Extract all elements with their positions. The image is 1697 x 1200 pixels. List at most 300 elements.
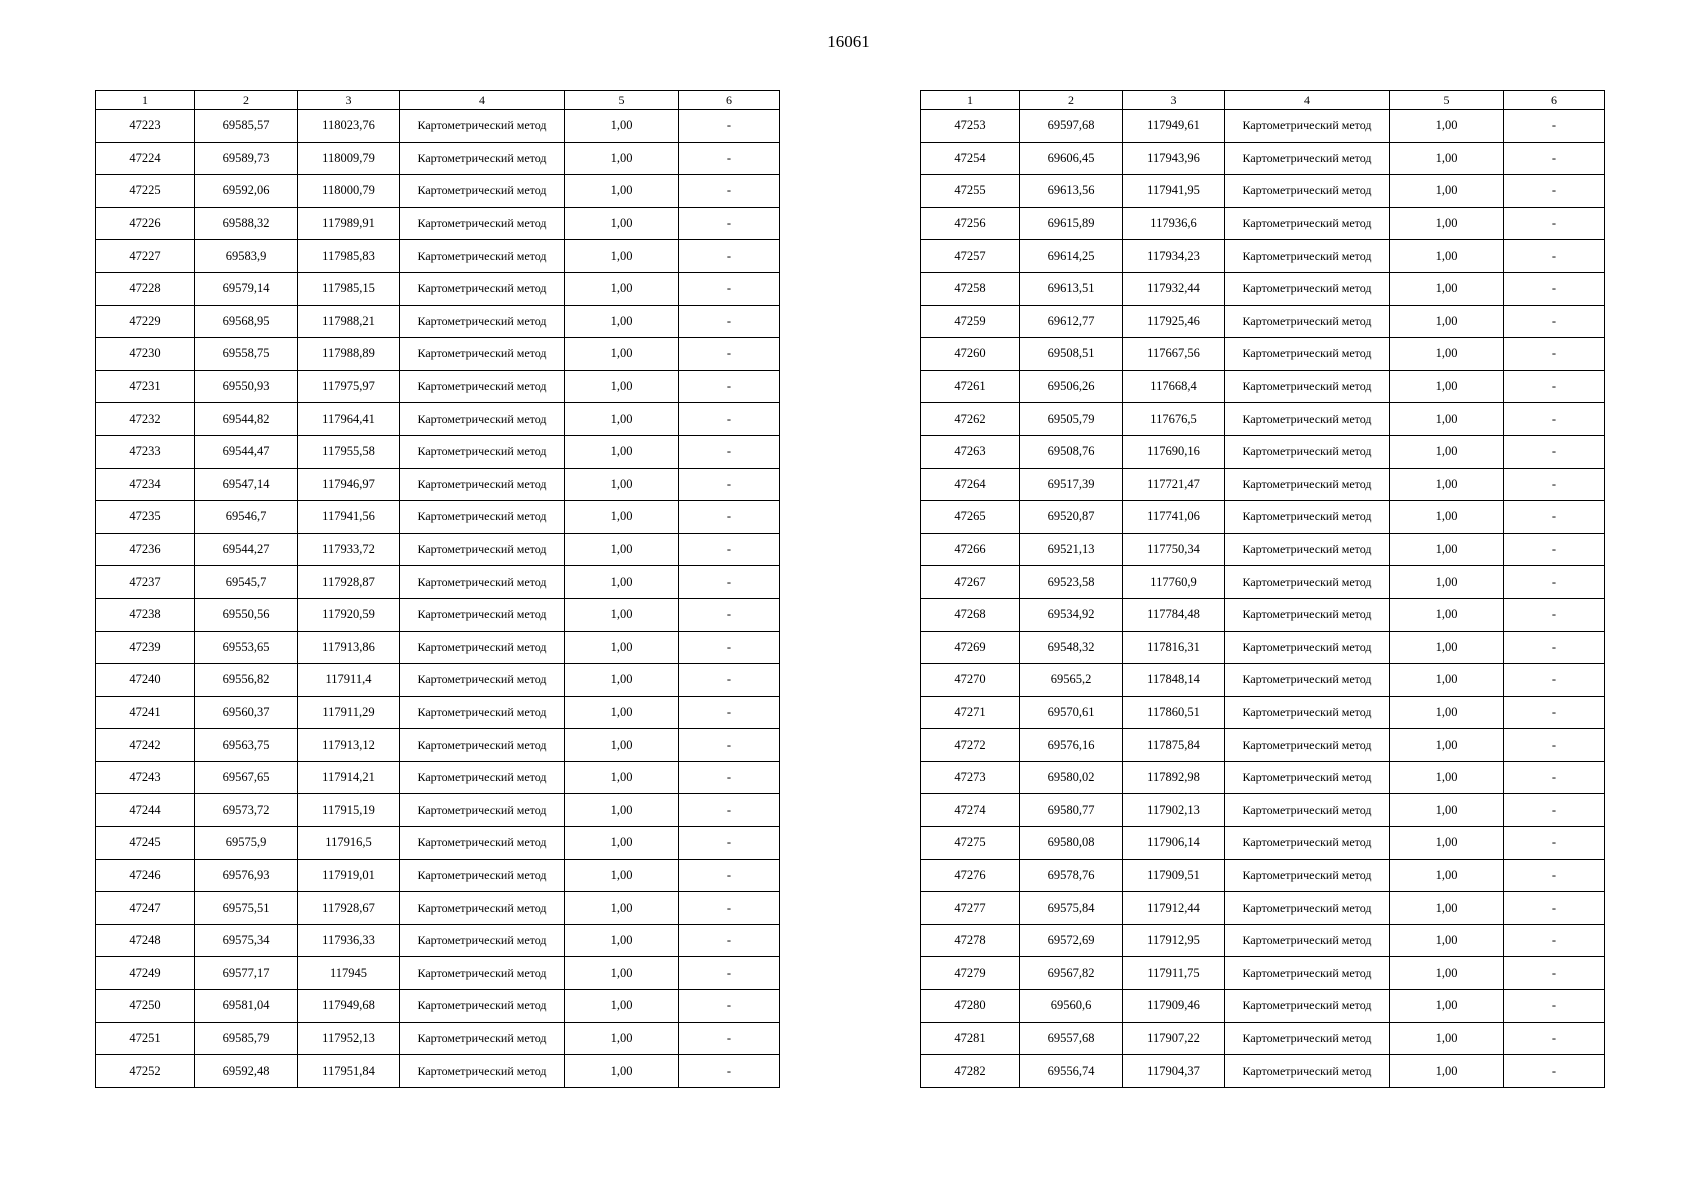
- point-number-cell: 47264: [921, 468, 1020, 501]
- accuracy-cell: 1,00: [565, 598, 679, 631]
- description-cell: -: [679, 892, 780, 925]
- description-cell: -: [1504, 240, 1605, 273]
- accuracy-cell: 1,00: [565, 892, 679, 925]
- y-coordinate-cell: 117955,58: [298, 435, 400, 468]
- description-cell: -: [1504, 598, 1605, 631]
- point-number-cell: 47227: [96, 240, 195, 273]
- point-number-cell: 47226: [96, 207, 195, 240]
- description-cell: -: [1504, 501, 1605, 534]
- table-row: [96, 696, 780, 729]
- accuracy-cell: 1,00: [1390, 435, 1504, 468]
- point-number-cell: 47235: [96, 501, 195, 534]
- table-row: [96, 435, 780, 468]
- table-row: [921, 370, 1605, 403]
- column-header: 1: [921, 91, 1020, 110]
- table-row: [921, 566, 1605, 599]
- table-row: [921, 207, 1605, 240]
- point-number-cell: 47257: [921, 240, 1020, 273]
- description-cell: -: [679, 598, 780, 631]
- x-coordinate-cell: 69545,7: [195, 566, 298, 599]
- table-row: [921, 794, 1605, 827]
- table-row: [96, 566, 780, 599]
- header-row: [96, 91, 780, 110]
- y-coordinate-cell: 117941,56: [298, 501, 400, 534]
- method-cell: Картометрический метод: [1225, 142, 1390, 175]
- table-row: [96, 142, 780, 175]
- x-coordinate-cell: 69570,61: [1020, 696, 1123, 729]
- table-row: [921, 338, 1605, 371]
- accuracy-cell: 1,00: [565, 501, 679, 534]
- table-row: [96, 468, 780, 501]
- y-coordinate-cell: 117721,47: [1123, 468, 1225, 501]
- y-coordinate-cell: 117907,22: [1123, 1022, 1225, 1055]
- description-cell: -: [679, 761, 780, 794]
- description-cell: -: [679, 566, 780, 599]
- method-cell: Картометрический метод: [1225, 990, 1390, 1023]
- description-cell: -: [679, 631, 780, 664]
- table-row: [96, 305, 780, 338]
- accuracy-cell: 1,00: [1390, 761, 1504, 794]
- method-cell: Картометрический метод: [400, 924, 565, 957]
- method-cell: Картометрический метод: [1225, 664, 1390, 697]
- method-cell: Картометрический метод: [1225, 305, 1390, 338]
- accuracy-cell: 1,00: [1390, 403, 1504, 436]
- point-number-cell: 47228: [96, 272, 195, 305]
- point-number-cell: 47240: [96, 664, 195, 697]
- y-coordinate-cell: 117936,33: [298, 924, 400, 957]
- x-coordinate-cell: 69567,65: [195, 761, 298, 794]
- x-coordinate-cell: 69550,56: [195, 598, 298, 631]
- x-coordinate-cell: 69614,25: [1020, 240, 1123, 273]
- point-number-cell: 47229: [96, 305, 195, 338]
- point-number-cell: 47224: [96, 142, 195, 175]
- column-header: 4: [1225, 91, 1390, 110]
- method-cell: Картометрический метод: [400, 142, 565, 175]
- method-cell: Картометрический метод: [400, 207, 565, 240]
- header-row: [921, 91, 1605, 110]
- method-cell: Картометрический метод: [400, 696, 565, 729]
- y-coordinate-cell: 117860,51: [1123, 696, 1225, 729]
- x-coordinate-cell: 69573,72: [195, 794, 298, 827]
- x-coordinate-cell: 69544,27: [195, 533, 298, 566]
- point-number-cell: 47260: [921, 338, 1020, 371]
- table-row: [96, 533, 780, 566]
- accuracy-cell: 1,00: [565, 305, 679, 338]
- point-number-cell: 47236: [96, 533, 195, 566]
- accuracy-cell: 1,00: [1390, 957, 1504, 990]
- x-coordinate-cell: 69508,76: [1020, 435, 1123, 468]
- accuracy-cell: 1,00: [565, 761, 679, 794]
- point-number-cell: 47276: [921, 859, 1020, 892]
- method-cell: Картометрический метод: [400, 631, 565, 664]
- method-cell: Картометрический метод: [1225, 859, 1390, 892]
- y-coordinate-cell: 117909,46: [1123, 990, 1225, 1023]
- point-number-cell: 47248: [96, 924, 195, 957]
- y-coordinate-cell: 117988,89: [298, 338, 400, 371]
- y-coordinate-cell: 117975,97: [298, 370, 400, 403]
- description-cell: -: [679, 827, 780, 860]
- point-number-cell: 47280: [921, 990, 1020, 1023]
- description-cell: -: [679, 142, 780, 175]
- point-number-cell: 47247: [96, 892, 195, 925]
- x-coordinate-cell: 69565,2: [1020, 664, 1123, 697]
- table-row: [96, 664, 780, 697]
- x-coordinate-cell: 69548,32: [1020, 631, 1123, 664]
- description-cell: -: [679, 924, 780, 957]
- x-coordinate-cell: 69612,77: [1020, 305, 1123, 338]
- accuracy-cell: 1,00: [1390, 468, 1504, 501]
- table-row: [921, 696, 1605, 729]
- point-number-cell: 47230: [96, 338, 195, 371]
- table-row: [96, 729, 780, 762]
- y-coordinate-cell: 117946,97: [298, 468, 400, 501]
- x-coordinate-cell: 69506,26: [1020, 370, 1123, 403]
- description-cell: -: [679, 533, 780, 566]
- description-cell: -: [1504, 403, 1605, 436]
- point-number-cell: 47272: [921, 729, 1020, 762]
- y-coordinate-cell: 117904,37: [1123, 1055, 1225, 1088]
- description-cell: -: [1504, 696, 1605, 729]
- x-coordinate-cell: 69579,14: [195, 272, 298, 305]
- x-coordinate-cell: 69558,75: [195, 338, 298, 371]
- y-coordinate-cell: 117848,14: [1123, 664, 1225, 697]
- description-cell: -: [679, 794, 780, 827]
- accuracy-cell: 1,00: [1390, 990, 1504, 1023]
- table-row: [96, 403, 780, 436]
- table-row: [96, 859, 780, 892]
- accuracy-cell: 1,00: [565, 207, 679, 240]
- description-cell: -: [679, 272, 780, 305]
- y-coordinate-cell: 117925,46: [1123, 305, 1225, 338]
- method-cell: Картометрический метод: [1225, 696, 1390, 729]
- method-cell: Картометрический метод: [400, 1022, 565, 1055]
- table-row: [921, 631, 1605, 664]
- point-number-cell: 47256: [921, 207, 1020, 240]
- y-coordinate-cell: 117690,16: [1123, 435, 1225, 468]
- x-coordinate-cell: 69560,6: [1020, 990, 1123, 1023]
- y-coordinate-cell: 117911,75: [1123, 957, 1225, 990]
- accuracy-cell: 1,00: [565, 533, 679, 566]
- point-number-cell: 47253: [921, 110, 1020, 143]
- description-cell: -: [1504, 305, 1605, 338]
- y-coordinate-cell: 117784,48: [1123, 598, 1225, 631]
- x-coordinate-cell: 69556,74: [1020, 1055, 1123, 1088]
- method-cell: Картометрический метод: [1225, 566, 1390, 599]
- y-coordinate-cell: 117949,68: [298, 990, 400, 1023]
- accuracy-cell: 1,00: [1390, 207, 1504, 240]
- x-coordinate-cell: 69553,65: [195, 631, 298, 664]
- method-cell: Картометрический метод: [1225, 1022, 1390, 1055]
- method-cell: Картометрический метод: [400, 761, 565, 794]
- method-cell: Картометрический метод: [400, 435, 565, 468]
- y-coordinate-cell: 117964,41: [298, 403, 400, 436]
- x-coordinate-cell: 69581,04: [195, 990, 298, 1023]
- table-row: [96, 631, 780, 664]
- table-row: [921, 1022, 1605, 1055]
- table-row: [921, 598, 1605, 631]
- y-coordinate-cell: 117915,19: [298, 794, 400, 827]
- description-cell: -: [679, 403, 780, 436]
- description-cell: -: [1504, 272, 1605, 305]
- accuracy-cell: 1,00: [565, 729, 679, 762]
- y-coordinate-cell: 117816,31: [1123, 631, 1225, 664]
- point-number-cell: 47261: [921, 370, 1020, 403]
- accuracy-cell: 1,00: [1390, 827, 1504, 860]
- point-number-cell: 47262: [921, 403, 1020, 436]
- column-header: 2: [1020, 91, 1123, 110]
- table-row: [921, 859, 1605, 892]
- description-cell: -: [1504, 892, 1605, 925]
- accuracy-cell: 1,00: [565, 957, 679, 990]
- method-cell: Картометрический метод: [1225, 207, 1390, 240]
- column-header: 1: [96, 91, 195, 110]
- point-number-cell: 47223: [96, 110, 195, 143]
- description-cell: -: [1504, 142, 1605, 175]
- description-cell: -: [679, 468, 780, 501]
- accuracy-cell: 1,00: [1390, 240, 1504, 273]
- description-cell: -: [1504, 533, 1605, 566]
- x-coordinate-cell: 69508,51: [1020, 338, 1123, 371]
- point-number-cell: 47258: [921, 272, 1020, 305]
- method-cell: Картометрический метод: [400, 990, 565, 1023]
- table-row: [96, 338, 780, 371]
- column-header: 3: [1123, 91, 1225, 110]
- description-cell: -: [1504, 631, 1605, 664]
- method-cell: Картометрический метод: [1225, 338, 1390, 371]
- table-row: [96, 598, 780, 631]
- accuracy-cell: 1,00: [1390, 566, 1504, 599]
- x-coordinate-cell: 69575,84: [1020, 892, 1123, 925]
- description-cell: -: [679, 957, 780, 990]
- accuracy-cell: 1,00: [1390, 664, 1504, 697]
- method-cell: Картометрический метод: [1225, 175, 1390, 208]
- method-cell: Картометрический метод: [400, 305, 565, 338]
- point-number-cell: 47239: [96, 631, 195, 664]
- x-coordinate-cell: 69556,82: [195, 664, 298, 697]
- y-coordinate-cell: 117933,72: [298, 533, 400, 566]
- method-cell: Картометрический метод: [400, 533, 565, 566]
- description-cell: -: [1504, 1022, 1605, 1055]
- table-row: [921, 403, 1605, 436]
- method-cell: Картометрический метод: [400, 468, 565, 501]
- description-cell: -: [679, 207, 780, 240]
- method-cell: Картометрический метод: [1225, 827, 1390, 860]
- accuracy-cell: 1,00: [565, 859, 679, 892]
- method-cell: Картометрический метод: [1225, 501, 1390, 534]
- method-cell: Картометрический метод: [400, 370, 565, 403]
- x-coordinate-cell: 69597,68: [1020, 110, 1123, 143]
- accuracy-cell: 1,00: [565, 990, 679, 1023]
- y-coordinate-cell: 117989,91: [298, 207, 400, 240]
- accuracy-cell: 1,00: [565, 272, 679, 305]
- method-cell: Картометрический метод: [400, 403, 565, 436]
- y-coordinate-cell: 117902,13: [1123, 794, 1225, 827]
- description-cell: -: [679, 175, 780, 208]
- accuracy-cell: 1,00: [1390, 142, 1504, 175]
- x-coordinate-cell: 69544,47: [195, 435, 298, 468]
- method-cell: Картометрический метод: [400, 240, 565, 273]
- table-row: [921, 305, 1605, 338]
- y-coordinate-cell: 117914,21: [298, 761, 400, 794]
- table-row: [96, 240, 780, 273]
- point-number-cell: 47237: [96, 566, 195, 599]
- x-coordinate-cell: 69583,9: [195, 240, 298, 273]
- point-number-cell: 47273: [921, 761, 1020, 794]
- accuracy-cell: 1,00: [565, 1055, 679, 1088]
- table-row: [921, 468, 1605, 501]
- accuracy-cell: 1,00: [565, 435, 679, 468]
- description-cell: -: [1504, 924, 1605, 957]
- x-coordinate-cell: 69613,51: [1020, 272, 1123, 305]
- table-row: [921, 892, 1605, 925]
- method-cell: Картометрический метод: [1225, 533, 1390, 566]
- y-coordinate-cell: 118009,79: [298, 142, 400, 175]
- table-row: [96, 175, 780, 208]
- point-number-cell: 47265: [921, 501, 1020, 534]
- y-coordinate-cell: 117951,84: [298, 1055, 400, 1088]
- x-coordinate-cell: 69563,75: [195, 729, 298, 762]
- accuracy-cell: 1,00: [1390, 631, 1504, 664]
- x-coordinate-cell: 69505,79: [1020, 403, 1123, 436]
- description-cell: -: [1504, 957, 1605, 990]
- method-cell: Картометрический метод: [400, 175, 565, 208]
- accuracy-cell: 1,00: [1390, 794, 1504, 827]
- description-cell: -: [679, 664, 780, 697]
- table-row: [921, 175, 1605, 208]
- accuracy-cell: 1,00: [1390, 598, 1504, 631]
- y-coordinate-cell: 117943,96: [1123, 142, 1225, 175]
- description-cell: -: [679, 696, 780, 729]
- accuracy-cell: 1,00: [1390, 892, 1504, 925]
- accuracy-cell: 1,00: [1390, 1022, 1504, 1055]
- column-header: 5: [1390, 91, 1504, 110]
- description-cell: -: [679, 501, 780, 534]
- point-number-cell: 47281: [921, 1022, 1020, 1055]
- method-cell: Картометрический метод: [400, 338, 565, 371]
- method-cell: Картометрический метод: [400, 892, 565, 925]
- column-header: 5: [565, 91, 679, 110]
- y-coordinate-cell: 117920,59: [298, 598, 400, 631]
- table-row: [921, 272, 1605, 305]
- point-number-cell: 47263: [921, 435, 1020, 468]
- accuracy-cell: 1,00: [1390, 175, 1504, 208]
- x-coordinate-cell: 69592,06: [195, 175, 298, 208]
- accuracy-cell: 1,00: [565, 338, 679, 371]
- description-cell: -: [1504, 794, 1605, 827]
- method-cell: Картометрический метод: [1225, 468, 1390, 501]
- point-number-cell: 47259: [921, 305, 1020, 338]
- accuracy-cell: 1,00: [1390, 338, 1504, 371]
- point-number-cell: 47278: [921, 924, 1020, 957]
- x-coordinate-cell: 69606,45: [1020, 142, 1123, 175]
- x-coordinate-cell: 69578,76: [1020, 859, 1123, 892]
- method-cell: Картометрический метод: [1225, 110, 1390, 143]
- method-cell: Картометрический метод: [1225, 1055, 1390, 1088]
- description-cell: -: [1504, 110, 1605, 143]
- accuracy-cell: 1,00: [565, 110, 679, 143]
- table-row: [921, 142, 1605, 175]
- x-coordinate-cell: 69521,13: [1020, 533, 1123, 566]
- y-coordinate-cell: 118023,76: [298, 110, 400, 143]
- x-coordinate-cell: 69615,89: [1020, 207, 1123, 240]
- x-coordinate-cell: 69560,37: [195, 696, 298, 729]
- point-number-cell: 47269: [921, 631, 1020, 664]
- method-cell: Картометрический метод: [400, 1055, 565, 1088]
- x-coordinate-cell: 69572,69: [1020, 924, 1123, 957]
- y-coordinate-cell: 117945: [298, 957, 400, 990]
- description-cell: -: [679, 435, 780, 468]
- y-coordinate-cell: 117913,86: [298, 631, 400, 664]
- x-coordinate-cell: 69613,56: [1020, 175, 1123, 208]
- table-body: [921, 110, 1605, 1088]
- accuracy-cell: 1,00: [1390, 501, 1504, 534]
- accuracy-cell: 1,00: [565, 631, 679, 664]
- point-number-cell: 47270: [921, 664, 1020, 697]
- description-cell: -: [679, 110, 780, 143]
- point-number-cell: 47255: [921, 175, 1020, 208]
- point-number-cell: 47241: [96, 696, 195, 729]
- description-cell: -: [1504, 827, 1605, 860]
- accuracy-cell: 1,00: [1390, 859, 1504, 892]
- method-cell: Картометрический метод: [400, 110, 565, 143]
- method-cell: Картометрический метод: [1225, 240, 1390, 273]
- point-number-cell: 47225: [96, 175, 195, 208]
- y-coordinate-cell: 117911,29: [298, 696, 400, 729]
- point-number-cell: 47246: [96, 859, 195, 892]
- table-row: [921, 664, 1605, 697]
- point-number-cell: 47232: [96, 403, 195, 436]
- y-coordinate-cell: 117875,84: [1123, 729, 1225, 762]
- y-coordinate-cell: 117750,34: [1123, 533, 1225, 566]
- point-number-cell: 47267: [921, 566, 1020, 599]
- description-cell: -: [1504, 729, 1605, 762]
- method-cell: Картометрический метод: [1225, 435, 1390, 468]
- description-cell: -: [1504, 207, 1605, 240]
- table-row: [96, 110, 780, 143]
- x-coordinate-cell: 69575,34: [195, 924, 298, 957]
- accuracy-cell: 1,00: [565, 468, 679, 501]
- x-coordinate-cell: 69544,82: [195, 403, 298, 436]
- accuracy-cell: 1,00: [565, 566, 679, 599]
- x-coordinate-cell: 69567,82: [1020, 957, 1123, 990]
- y-coordinate-cell: 117932,44: [1123, 272, 1225, 305]
- description-cell: -: [1504, 859, 1605, 892]
- accuracy-cell: 1,00: [565, 175, 679, 208]
- x-coordinate-cell: 69534,92: [1020, 598, 1123, 631]
- table-row: [921, 957, 1605, 990]
- method-cell: Картометрический метод: [1225, 631, 1390, 664]
- point-number-cell: 47282: [921, 1055, 1020, 1088]
- method-cell: Картометрический метод: [1225, 729, 1390, 762]
- y-coordinate-cell: 117912,44: [1123, 892, 1225, 925]
- table-row: [921, 1055, 1605, 1088]
- table-header: [96, 91, 780, 110]
- description-cell: -: [1504, 566, 1605, 599]
- accuracy-cell: 1,00: [1390, 370, 1504, 403]
- coordinates-table-right: [920, 90, 1605, 1088]
- accuracy-cell: 1,00: [1390, 110, 1504, 143]
- y-coordinate-cell: 117919,01: [298, 859, 400, 892]
- point-number-cell: 47245: [96, 827, 195, 860]
- x-coordinate-cell: 69585,79: [195, 1022, 298, 1055]
- x-coordinate-cell: 69523,58: [1020, 566, 1123, 599]
- y-coordinate-cell: 117985,83: [298, 240, 400, 273]
- y-coordinate-cell: 117913,12: [298, 729, 400, 762]
- y-coordinate-cell: 117949,61: [1123, 110, 1225, 143]
- point-number-cell: 47252: [96, 1055, 195, 1088]
- y-coordinate-cell: 117912,95: [1123, 924, 1225, 957]
- description-cell: -: [1504, 990, 1605, 1023]
